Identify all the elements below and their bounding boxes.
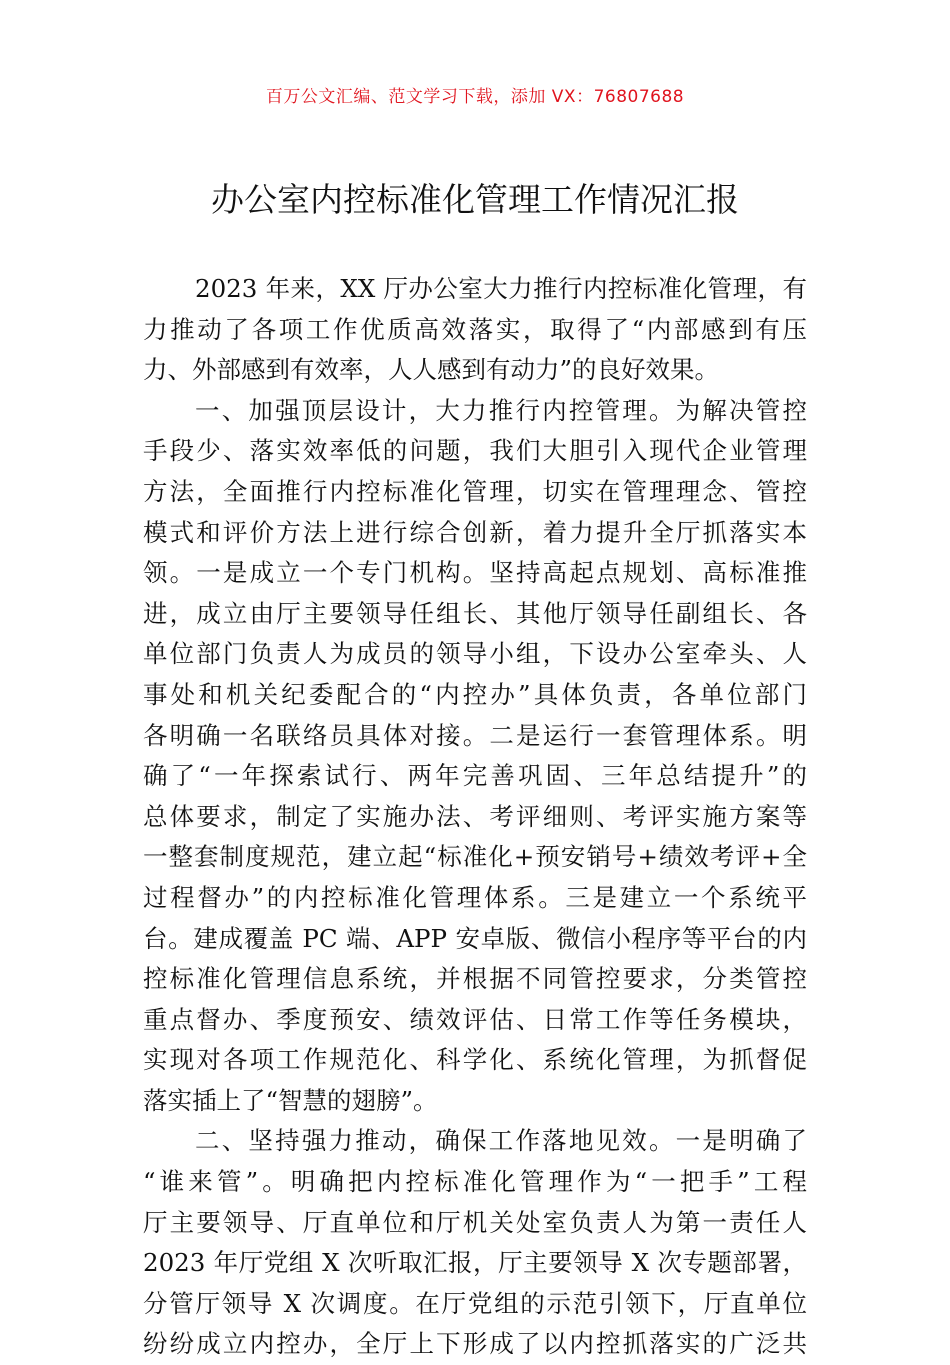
body-text-line: 总体要求，制定了实施办法、考评细则、考评实施方案等 <box>143 801 807 831</box>
body-text-line: 落实插上了“智慧的翅膀”。 <box>143 1085 438 1115</box>
body-text-line: 单位部门负责人为成员的领导小组，下设办公室牵头、人 <box>143 639 807 669</box>
body-text-line: 方法，全面推行内控标准化管理，切实在管理理念、管控 <box>143 476 807 506</box>
body-text-line: 模式和评价方法上进行综合创新，着力提升全厅抓落实本 <box>143 517 807 547</box>
header-banner: 百万公文汇编、范文学习下载，添加 VX：76807688 <box>265 87 685 107</box>
body-text-line: 控标准化管理信息系统，并根据不同管控要求，分类管控 <box>143 964 807 994</box>
body-text-line: 进，成立由厅主要领导任组长、其他厅领导任副组长、各 <box>143 598 807 628</box>
body-text-line: 各明确一名联络员具体对接。二是运行一套管理体系。明 <box>143 720 807 750</box>
body-text-line: 事处和机关纪委配合的“内控办”具体负责，各单位部门 <box>143 679 807 709</box>
body-text-line: 过程督办”的内控标准化管理体系。三是建立一个系统平 <box>143 882 807 912</box>
body-text-line: 实现对各项工作规范化、科学化、系统化管理，为抓督促 <box>143 1045 807 1075</box>
body-text-line: 台。建成覆盖 PC 端、APP 安卓版、微信小程序等平台的内 <box>143 923 807 953</box>
body-text-line: 分管厅领导 X 次调度。在厅党组的示范引领下，厅直单位 <box>143 1288 807 1318</box>
body-text-line: 力推动了各项工作优质高效落实，取得了“内部感到有压 <box>143 314 807 344</box>
body-text-line: “谁来管”。明确把内控标准化管理作为“一把手”工程 <box>143 1167 807 1197</box>
body-text-line: 纷纷成立内控办，全厅上下形成了以内控抓落实的广泛共 <box>143 1329 807 1359</box>
body-text-line: 2023 年厅党组 X 次听取汇报，厅主要领导 X 次专题部署， <box>143 1248 807 1278</box>
body-text-line: 力、外部感到有效率，人人感到有动力”的良好效果。 <box>143 355 720 385</box>
body-text-line: 确了“一年探索试行、两年完善巩固、三年总结提升”的 <box>143 761 807 791</box>
body-text-line: 手段少、落实效率低的问题，我们大胆引入现代企业管理 <box>143 436 807 466</box>
body-text-line: 一整套制度规范，建立起“标准化+预安销号+绩效考评+全 <box>143 842 807 872</box>
body-text-line: 厅主要领导、厅直单位和厅机关处室负责人为第一责任人 <box>143 1207 807 1237</box>
body-text-line: 2023 年来，XX 厅办公室大力推行内控标准化管理，有 <box>195 274 807 303</box>
body-text-line: 二、坚持强力推动，确保工作落地见效。一是明确了 <box>195 1126 807 1156</box>
body-text-line: 领。一是成立一个专门机构。坚持高起点规划、高标准推 <box>143 558 807 588</box>
document-body <box>143 269 807 1365</box>
body-text-line: 重点督办、季度预安、绩效评估、日常工作等任务模块， <box>143 1004 807 1034</box>
document-title: 办公室内控标准化管理工作情况汇报 <box>211 180 739 219</box>
body-text-line: 一、加强顶层设计，大力推行内控管理。为解决管控 <box>195 395 807 425</box>
